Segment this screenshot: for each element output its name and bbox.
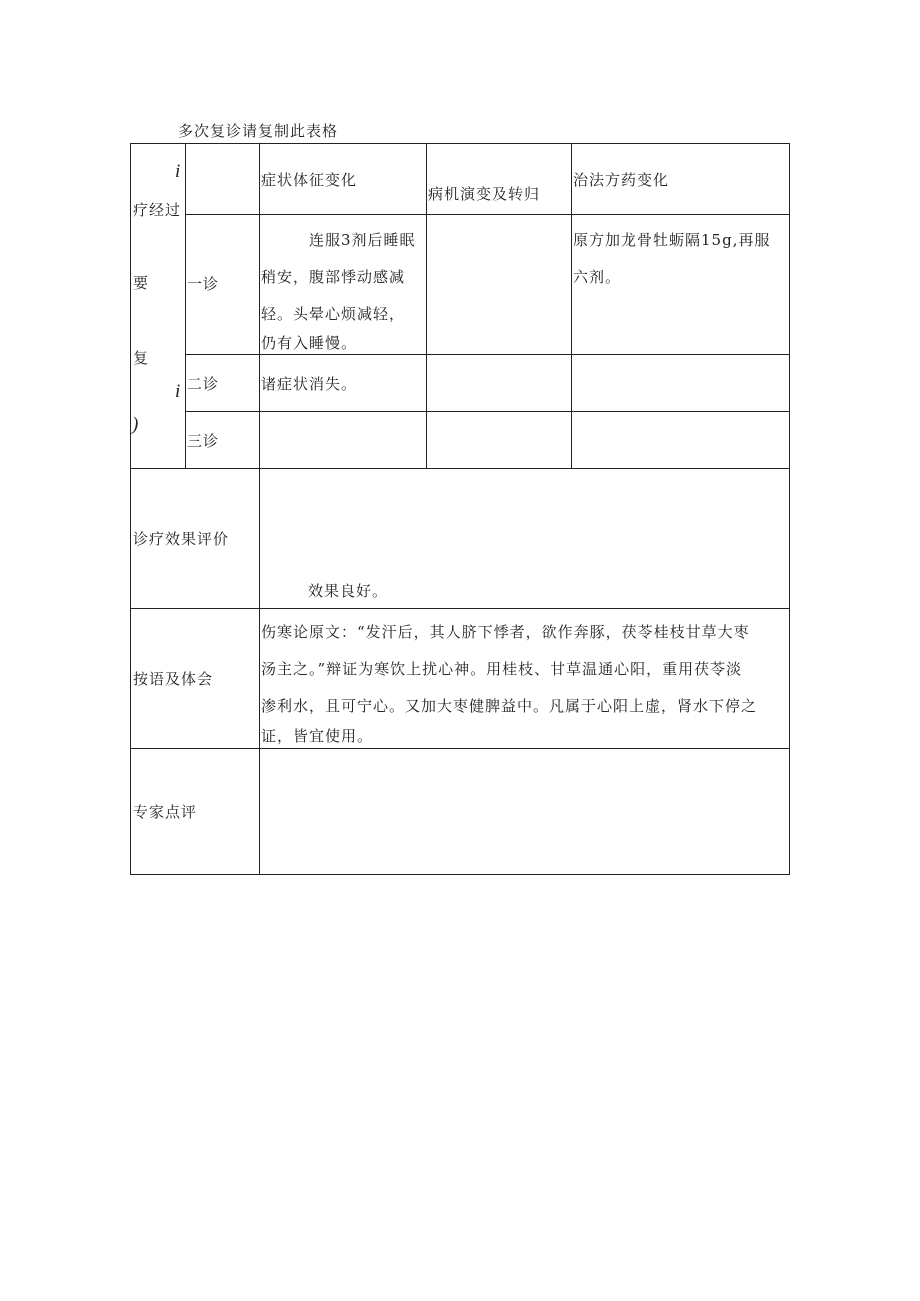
visit-1-symptoms-line-1: 连服3剂后睡眠 [309,231,416,249]
visit-3-label: 三诊 [187,432,220,450]
commentary-line-3: 渗利水，且可宁心。又加大枣健脾益中。凡属于心阳上虚，肾水下停之 [261,697,758,715]
col-divider-symptoms [426,144,427,468]
row-divider-visits-bottom [131,468,790,469]
visit-1-symptoms-line-2: 稍安，腹部悸动感减 [261,268,406,286]
row-divider-commentary-bottom [131,748,790,749]
header-treatment: 治法方药变化 [573,171,670,189]
left-label-line-2: 要 [133,274,150,292]
visit-2-symptoms: 诸症状消失。 [261,375,358,393]
commentary-line-4: 证，皆宜使用。 [261,727,374,745]
row-divider-visit2-bottom [185,411,790,412]
left-label-glyph-bottom: ) [132,414,140,435]
visit-1-label: 一诊 [187,275,220,293]
effect-label: 诊疗效果评价 [133,530,230,548]
left-label-glyph-mid: i [175,381,182,402]
expert-label: 专家点评 [133,803,198,821]
visit-1-treatment-line-2: 六剂。 [573,268,622,286]
visit-2-label: 二诊 [187,375,220,393]
commentary-line-1: 伤寒论原文：“发汗后，其人脐下悸者，欲作奔豚，茯苓桂枝甘草大枣 [261,623,750,641]
followup-table [130,143,790,875]
visit-1-symptoms-line-4: 仍有入睡慢。 [261,334,358,352]
row-divider-visit1-bottom [185,354,790,355]
effect-value: 效果良好。 [308,582,389,600]
left-label-line-1: 疗经过 [133,201,182,219]
col-divider-left-label [185,144,186,468]
commentary-label: 按语及体会 [133,670,214,688]
commentary-line-2: 汤主之。”辩证为寒饮上扰心神。用桂枝、甘草温通心阳，重用茯苓淡 [261,660,743,678]
left-label-line-3: 复 [133,349,150,367]
col-divider-visit-label [259,144,260,875]
row-divider-effect-bottom [131,608,790,609]
visit-1-symptoms-line-3: 轻。头晕心烦减轻， [261,305,406,323]
header-symptoms: 症状体征变化 [261,171,358,189]
row-divider-header-bottom [185,214,790,215]
left-label-glyph-top: i [175,161,182,182]
col-divider-pathogenesis [571,144,572,468]
header-pathogenesis: 病机演变及转归 [428,185,541,203]
copy-table-note: 多次复诊请复制此表格 [178,122,339,140]
visit-1-treatment-line-1: 原方加龙骨牡蛎隔15g,再服 [573,231,771,249]
